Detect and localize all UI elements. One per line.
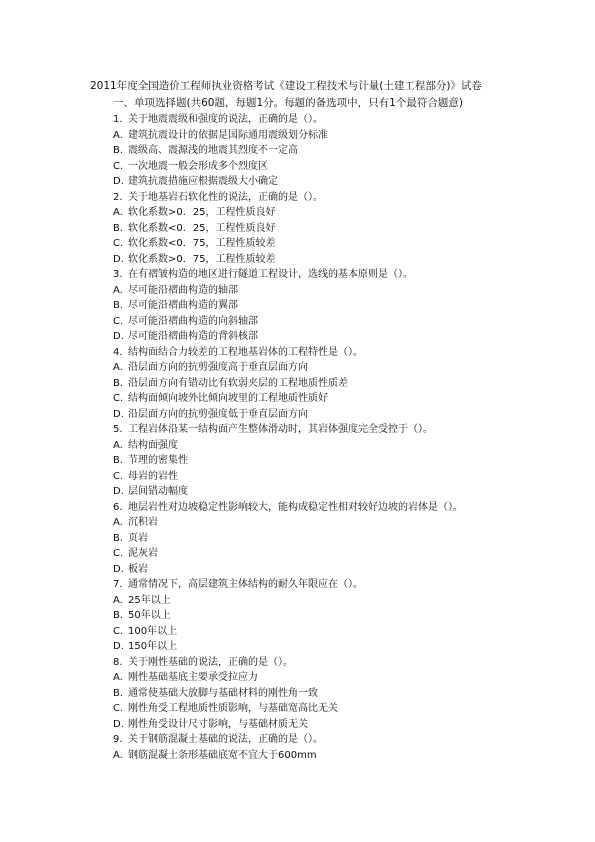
- question-stem: [113, 190, 588, 206]
- answer-option: [113, 686, 588, 702]
- section-heading: 一、单项选择题(共60题，每题1分。每题的备选项中，只有1个最符合题意): [113, 97, 463, 109]
- option-letter: B.: [113, 377, 124, 389]
- option-text: 软化系数<0．75，工程性质较差: [128, 238, 276, 249]
- option-text: 页岩: [128, 532, 148, 544]
- option-letter: D.: [113, 641, 124, 652]
- option-text: 沿层面方向有错动比有软弱夹层的工程地质性质差: [128, 377, 348, 389]
- question-stem: [113, 345, 588, 361]
- option-text: 层间错动幅度: [128, 486, 188, 497]
- answer-option: [113, 236, 588, 252]
- option-text: 建筑抗震措施应根据震级大小确定: [128, 176, 278, 187]
- question-number: 8.: [113, 656, 123, 668]
- option-text: 沉积岩: [128, 517, 158, 528]
- option-letter: D.: [113, 331, 124, 342]
- option-letter: B.: [113, 300, 124, 311]
- option-letter: A.: [113, 517, 123, 528]
- option-text: 沿层面方向的抗剪强度高于垂直层面方向: [128, 362, 308, 373]
- answer-option: [113, 701, 588, 717]
- question-text: 关于地基岩石软化性的说法，正确的是（）。: [128, 191, 323, 203]
- option-text: 一次地震一般会形成多个烈度区: [128, 160, 268, 172]
- answer-option: [113, 531, 588, 547]
- answer-option: [113, 407, 588, 423]
- option-letter: C.: [113, 703, 124, 714]
- answer-option: [113, 360, 588, 376]
- option-text: 节理的密集性: [128, 455, 188, 466]
- answer-option: [113, 205, 588, 221]
- option-letter: C.: [113, 393, 124, 404]
- answer-option: [113, 469, 588, 485]
- question-stem: [113, 655, 588, 671]
- answer-option: [113, 283, 588, 299]
- option-letter: C.: [113, 160, 124, 172]
- option-letter: B.: [113, 687, 124, 699]
- option-text: 25年以上: [128, 594, 171, 606]
- option-letter: B.: [113, 145, 124, 156]
- answer-option: [113, 593, 588, 609]
- answer-option: [113, 391, 588, 407]
- answer-option: [113, 143, 588, 159]
- option-text: 尽可能沿褶曲构造的轴部: [128, 284, 238, 296]
- option-letter: D.: [113, 486, 124, 497]
- option-text: 沿层面方向的抗剪强度低于垂直层面方向: [128, 408, 308, 420]
- exam-title: 2011年度全国造价工程师执业资格考试《建设工程技术与计量(土建工程部分)》试卷: [90, 80, 482, 92]
- question-text: 工程岩体沿某一结构面产生整体滑动时，其岩体强度完全受控于（）。: [128, 424, 433, 435]
- option-letter: B.: [113, 532, 124, 544]
- answer-option: [113, 670, 588, 686]
- question-number: 5.: [113, 424, 123, 435]
- option-text: 软化系数<0．25，工程性质良好: [128, 222, 276, 234]
- question-text: 关于刚性基础的说法，正确的是（）。: [128, 656, 293, 668]
- answer-option: [113, 221, 588, 237]
- option-letter: A.: [113, 749, 123, 761]
- question-number: 6.: [113, 501, 123, 513]
- option-text: 刚性基础基底主要承受拉应力: [128, 672, 258, 683]
- question-text: 通常情况下，高层建筑主体结构的耐久年限应在（）。: [128, 579, 363, 590]
- question-number: 7.: [113, 579, 123, 590]
- question-stem: [113, 267, 588, 283]
- option-letter: D.: [113, 563, 124, 575]
- option-text: 结构面倾向坡外比倾向坡里的工程地质性质好: [128, 393, 328, 404]
- answer-option: [113, 748, 588, 764]
- question-text: 关于地震震级和强度的说法，正确的是（）。: [128, 114, 323, 125]
- question-stem: [113, 112, 588, 128]
- option-text: 刚性角受设计尺寸影响，与基础材质无关: [128, 718, 308, 730]
- option-letter: A.: [113, 672, 123, 683]
- question-number: 2.: [113, 191, 123, 203]
- answer-option: [113, 376, 588, 392]
- option-letter: A.: [113, 207, 123, 218]
- option-letter: A.: [113, 129, 123, 141]
- option-text: 钢筋混凝土条形基础底宽不宜大于600mm: [128, 749, 317, 761]
- option-text: 泥灰岩: [128, 548, 158, 559]
- question-number: 4.: [113, 346, 123, 358]
- option-letter: D.: [113, 253, 124, 265]
- option-text: 板岩: [128, 563, 148, 575]
- answer-option: [113, 314, 588, 330]
- option-text: 建筑抗震设计的依据是国际通用震级划分标准: [128, 129, 328, 141]
- answer-option: [113, 562, 588, 578]
- question-number: 9.: [113, 734, 123, 745]
- option-letter: B.: [113, 610, 124, 621]
- answer-option: [113, 546, 588, 562]
- answer-option: [113, 608, 588, 624]
- answer-option: [113, 128, 588, 144]
- answer-option: [113, 624, 588, 640]
- option-text: 尽可能沿褶曲构造的翼部: [128, 300, 238, 311]
- question-number: 1.: [113, 114, 123, 125]
- answer-option: [113, 484, 588, 500]
- option-letter: A.: [113, 362, 123, 373]
- question-text: 在有褶皱构造的地区进行隧道工程设计，选线的基本原则是（）。: [128, 269, 413, 280]
- answer-option: [113, 298, 588, 314]
- option-letter: C.: [113, 315, 124, 327]
- question-number: 3.: [113, 269, 123, 280]
- option-letter: C.: [113, 625, 124, 637]
- answer-option: [113, 515, 588, 531]
- option-letter: D.: [113, 176, 124, 187]
- option-letter: D.: [113, 718, 124, 730]
- answer-option: [113, 159, 588, 175]
- option-letter: A.: [113, 284, 123, 296]
- option-text: 尽可能沿褶曲构造的向斜轴部: [128, 315, 258, 327]
- option-letter: C.: [113, 548, 124, 559]
- answer-option: [113, 252, 588, 268]
- answer-option: [113, 453, 588, 469]
- option-text: 结构面强度: [128, 439, 178, 451]
- option-text: 50年以上: [128, 610, 171, 621]
- option-text: 震级高、震源浅的地震其烈度不一定高: [128, 145, 298, 156]
- option-text: 100年以上: [128, 625, 178, 637]
- answer-option: [113, 639, 588, 655]
- option-text: 尽可能沿褶曲构造的背斜核部: [128, 331, 258, 342]
- question-text: 结构面结合力较差的工程地基岩体的工程特性是（）。: [128, 346, 363, 358]
- answer-option: [113, 438, 588, 454]
- option-text: 软化系数>0．25，工程性质良好: [128, 207, 276, 218]
- question-stem: [113, 577, 588, 593]
- question-stem: [113, 422, 588, 438]
- answer-option: [113, 717, 588, 733]
- question-list: [113, 112, 588, 763]
- question-text: 关于钢筋混凝土基础的说法，正确的是（）。: [128, 734, 323, 745]
- option-letter: A.: [113, 439, 123, 451]
- question-stem: [113, 732, 588, 748]
- option-letter: A.: [113, 594, 123, 606]
- option-text: 150年以上: [128, 641, 178, 652]
- option-text: 通常使基础大放脚与基础材料的刚性角一致: [128, 687, 318, 699]
- option-text: 刚性角受工程地质性质影响，与基础宽高比无关: [128, 703, 338, 714]
- option-text: 母岩的岩性: [128, 470, 178, 482]
- option-letter: D.: [113, 408, 124, 420]
- option-letter: C.: [113, 470, 124, 482]
- answer-option: [113, 329, 588, 345]
- question-stem: [113, 500, 588, 516]
- option-letter: B.: [113, 222, 124, 234]
- option-text: 软化系数>0．75，工程性质较差: [128, 253, 276, 265]
- question-text: 地层岩性对边坡稳定性影响较大，能构成稳定性相对较好边坡的岩体是（）。: [128, 501, 463, 513]
- answer-option: [113, 174, 588, 190]
- option-letter: B.: [113, 455, 124, 466]
- option-letter: C.: [113, 238, 124, 249]
